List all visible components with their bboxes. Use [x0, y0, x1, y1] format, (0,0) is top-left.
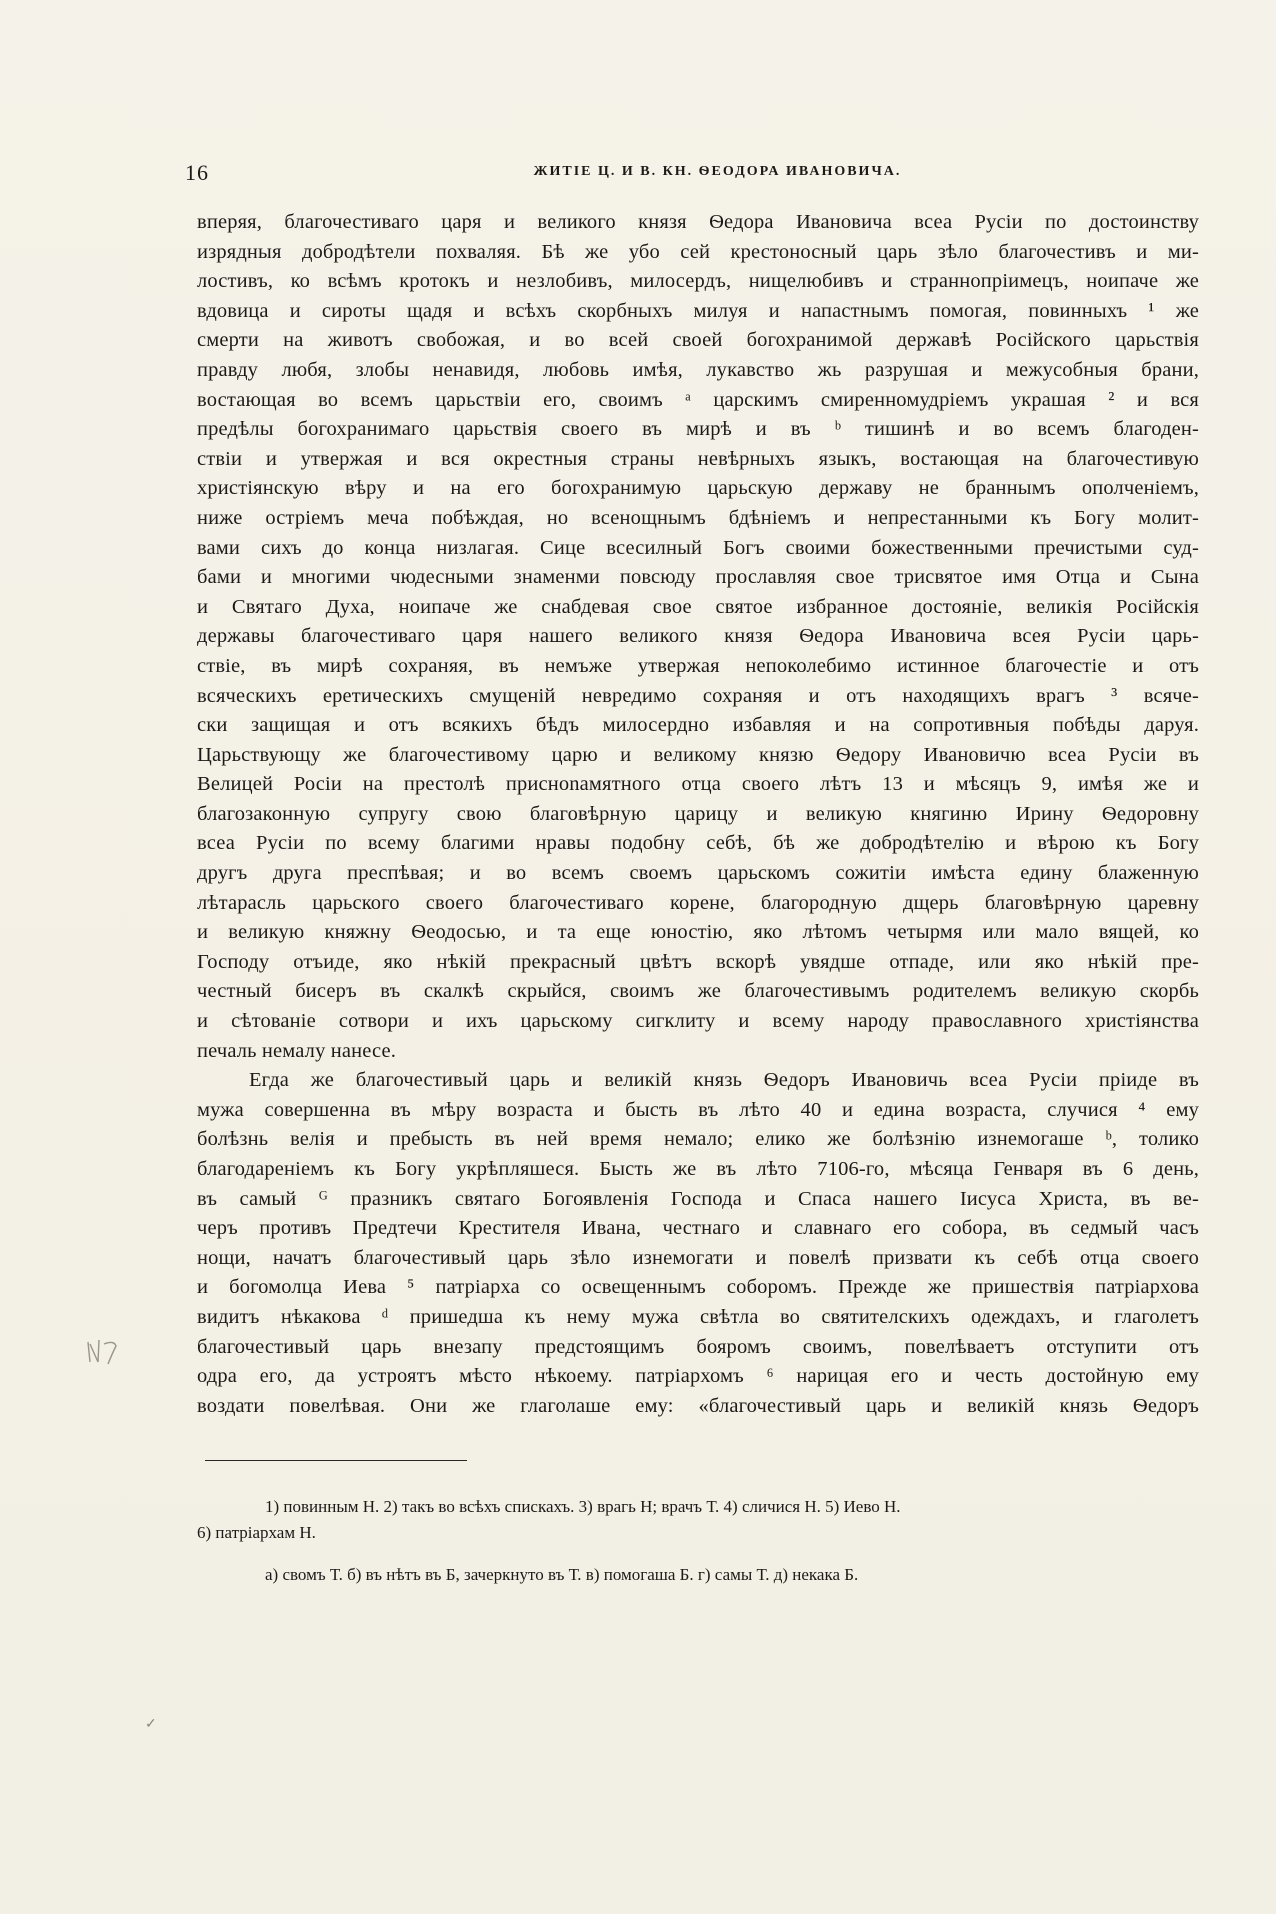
text-line: благодареніемъ къ Богу укрѣпляшеся. Бысть же въ лѣто 7106-го, мѣсяца Генваря въ 6 день, [197, 1158, 1199, 1180]
text-line: востающая во всемъ царьствіи его, своимъ ᵃ царскимъ смиренномудріемъ украшая ² и вся [197, 388, 1199, 411]
text-line: ниже остріемъ меча побѣждая, но всенощнымъ бдѣніемъ и непрестанными къ Богу молит- [197, 506, 1199, 529]
text-line: лѣтарасль царьского своего благочестиваго корене, благородную дщерь благовѣрную царевну [197, 891, 1199, 914]
text-line: и великую княжну Ѳеодосью, и та еще юностію, яко лѣтомъ четырмя или мало вящей, ко [197, 921, 1199, 944]
running-head [185, 160, 1210, 186]
text-line: нощи, начатъ благочестивый царь зѣло изнемогати и повелѣ призвати къ себѣ отца своего [197, 1246, 1199, 1269]
text-line: Велицей Росіи на престолѣ присноnамятного отца своего лѣтъ 13 и мѣсяцъ 9, имѣя же и [197, 773, 1199, 796]
text-line-paragraph-end: печаль немалу нанесе. [197, 1039, 397, 1062]
text-line: христіянскую вѣру и на его богохранимую царьскую державу не браннымъ ополченіемъ, [197, 477, 1199, 500]
running-title: ЖИТІЕ Ц. И В. КН. ѲЕОДОРА ИВАНОВИЧА. [533, 164, 902, 179]
text-line: въ самый ᴳ празникъ святаго Богоявленія Господа и Спаса нашего Іисуса Христа, въ ве- [197, 1187, 1199, 1210]
text-line: благочестивый царь внезапу предстоящимъ бояромъ своимъ, повелѣваетъ отступити отъ [197, 1335, 1199, 1358]
main-text [197, 208, 1199, 1421]
margin-tick: ✓ [145, 1717, 157, 1732]
text-line: лостивъ, ко всѣмъ кротокъ и незлобивъ, милосердъ, нищелюбивъ и страннопріимецъ, ноипаче же [197, 270, 1199, 293]
footnote-line-numbered: 6) патріархам Н. [197, 1523, 316, 1542]
text-line: бами и многими чюдесными знаменми повсюду прославляя свое трисвятое имя Отца и Сына [197, 566, 1199, 589]
text-line: ствіе, въ мирѣ сохраняя, въ немъже утвержая непоколебимо истинное благочестіе и отъ [197, 654, 1199, 677]
text-line: другъ друга преспѣвая; и во всемъ своемъ царьскомъ сожитіи имѣста едину блаженную [197, 862, 1199, 885]
text-line: вперяя, благочестиваго царя и великого князя Ѳедора Ивановича всеа Русіи по достоинству [197, 211, 1199, 233]
text-line: вдовица и сироты щадя и всѣхъ скорбныхъ милуя и напастнымъ помогая, повинныхъ ¹ же [197, 299, 1199, 322]
text-line: вами сихъ до конца низлагая. Сице всесилный Богъ своими божественными пречистыми суд- [197, 536, 1199, 559]
footnote-line-lettered: а) свомъ Т. б) въ нѣтъ въ Б, зачеркнуто въ Т. в) помогаша Б. г) самы Т. д) некака Б. [265, 1565, 859, 1584]
footnote-line-numbered: 1) повинным Н. 2) такъ во всѣхъ спискахъ. 3) врагь Н; врачъ Т. 4) сличися Н. 5) Иево Н. [265, 1497, 901, 1516]
text-line-paragraph-start: Егда же благочестивый царь и великій князь Ѳедоръ Ивановичь всеа Русіи пріиде въ [249, 1069, 1199, 1092]
text-line: мужа совершенна въ мѣру возраста и бысть въ лѣто 40 и едина возраста, случися ⁴ ему [197, 1098, 1199, 1121]
footnote-divider [205, 1460, 467, 1461]
text-line: смерти на животъ свобожая, и во всей своей богохранимой державѣ Російского царьствія [197, 329, 1199, 352]
text-line: Царьствующу же благочестивому царю и великому князю Ѳедору Ивановичю всеа Русіи въ [197, 743, 1199, 766]
pencil-margin-mark [84, 1334, 122, 1368]
text-line: Господу отъиде, яко нѣкій прекрасный цвѣтъ вскорѣ увядше отпаде, или яко нѣкій пре- [197, 950, 1199, 973]
text-line: и Святаго Духа, ноипаче же снабдевая свое святое избранное достояніе, великія Російскія [197, 595, 1199, 618]
text-line: предѣлы богохранимаго царьствія своего въ мирѣ и въ ᵇ тишинѣ и во всемъ благоден- [197, 418, 1199, 441]
text-line: ствіи и утвержая и вся окрестныя страны невѣрныхъ языкъ, востающая на благочестивую [197, 447, 1199, 470]
text-line: черъ противъ Предтечи Крестителя Ивана, честнаго и славнаго его собора, въ седмый часъ [197, 1217, 1199, 1240]
page-number: 16 [185, 160, 209, 185]
text-line: и богомолца Иева ⁵ патріарха со освещеннымъ соборомъ. Прежде же пришествія патріархова [197, 1276, 1199, 1299]
text-line: правду любя, злобы ненавидя, любовь имѣя, лукавство жь разрушая и межусобныя брани, [197, 358, 1199, 381]
text-line: честный бисеръ въ скалкѣ скрыйся, своимъ же благочестивымъ родителемъ великую скорбь [197, 980, 1199, 1003]
text-line: одра его, да устроятъ мѣсто нѣкоему. патріархомъ ⁶ нарицая его и честь достойную ему [197, 1365, 1199, 1388]
footnotes [197, 1494, 1199, 1588]
text-line: видитъ нѣкакова ᵈ пришедша къ нему мужа свѣтла во святителскихъ одеждахъ, и глаголетъ [197, 1305, 1199, 1328]
text-line: благозаконную супругу свою благовѣрную царицу и великую княгиню Ирину Ѳедоровну [197, 802, 1199, 825]
text-line: всеа Русіи по всему благими нравы подобну себѣ, бѣ же добродѣтелію и вѣрою къ Богу [197, 832, 1199, 855]
text-line: болѣзнь велія и пребысть въ ней время немало; елико же болѣзнію изнемогаше ᵇ, толико [197, 1128, 1199, 1151]
text-line: державы благочестиваго царя нашего великого князя Ѳедора Ивановича всея Русіи царь- [197, 625, 1199, 648]
text-line: и сѣтованіе сотвори и ихъ царьскому сигклиту и всему народу православного христіянства [197, 1010, 1199, 1033]
text-line: ски защищая и отъ всякихъ бѣдъ милосердно избавляя и на сопротивныя побѣды даруя. [197, 714, 1199, 737]
text-line: изрядныя добродѣтели похваляя. Бѣ же убо сей крестоносный царь зѣло благочестивъ и ми- [197, 240, 1199, 263]
text-line: воздати повелѣвая. Они же глаголаше ему: «благочестивый царь и великій князь Ѳедоръ [197, 1394, 1199, 1417]
text-line: всяческихъ еретическихъ смущеній невредимо сохраняя и отъ находящихъ врагъ ³ всяче- [197, 684, 1199, 707]
